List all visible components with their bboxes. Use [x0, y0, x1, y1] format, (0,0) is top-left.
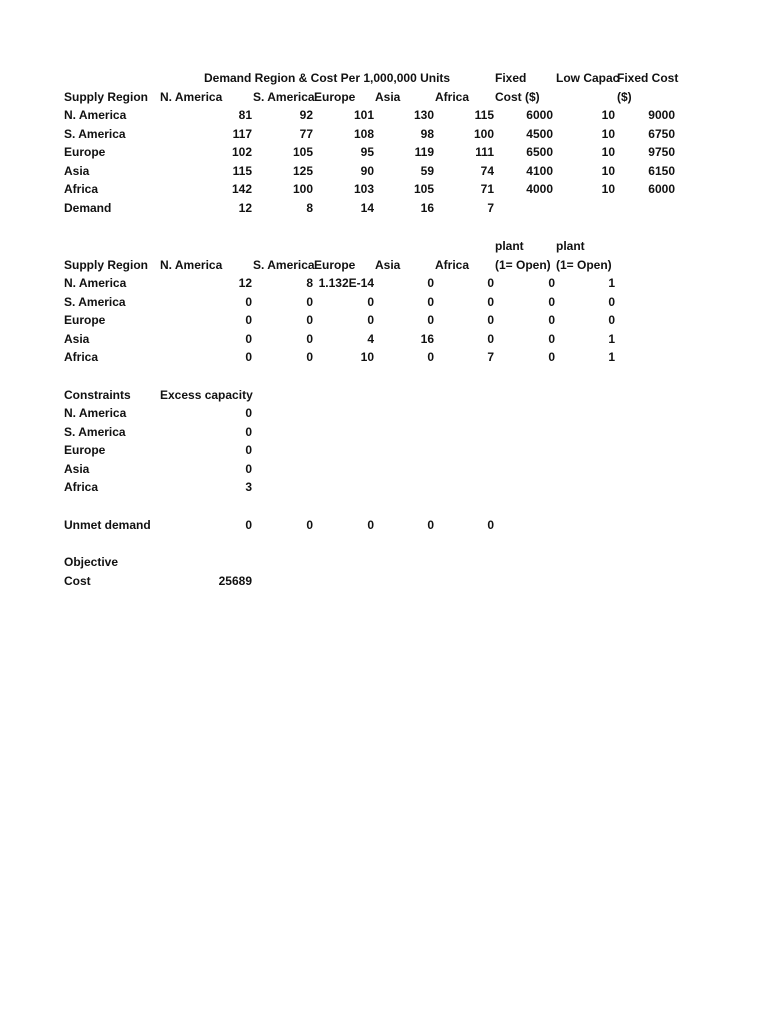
cost-label: Cost — [64, 574, 91, 588]
allocation-cell: 0 — [487, 294, 494, 309]
open-header: (1= Open) — [556, 258, 612, 272]
allocation-cell: 0 — [245, 350, 252, 365]
cost-cell: 100 — [292, 182, 313, 197]
row-label: Africa — [64, 182, 99, 197]
cost-cell: 115 — [474, 108, 494, 122]
allocation-cell: 8 — [306, 276, 313, 290]
unmet-demand-cell: 0 — [487, 518, 494, 532]
allocation-cell: 0 — [548, 350, 555, 365]
allocation-cell: 4 — [367, 331, 374, 346]
cost-cell: 10 — [601, 108, 615, 122]
cost-cell: 105 — [413, 182, 434, 197]
cost-cell: 6750 — [648, 126, 675, 141]
cost-cell: 6000 — [648, 182, 675, 197]
col-header: Europe — [314, 90, 356, 104]
cost-cell: 10 — [601, 145, 615, 160]
cost-cell: 100 — [473, 126, 494, 141]
cost-cell: 81 — [238, 108, 252, 122]
dollar-header: ($) — [617, 90, 632, 104]
allocation-cell: 0 — [367, 313, 374, 328]
row-label: S. America — [64, 294, 126, 309]
supply-region-header: Supply Region — [64, 258, 148, 272]
cost-cell: 98 — [420, 126, 434, 141]
demand-cell: 16 — [420, 201, 434, 215]
allocation-cell: 10 — [360, 350, 374, 365]
cost-cell: 6150 — [648, 163, 675, 178]
constraint-label: Asia — [64, 461, 90, 476]
col-header: Africa — [435, 258, 470, 272]
cost-cell: 111 — [475, 145, 494, 160]
cost-cell: 103 — [353, 182, 374, 197]
col-header: Asia — [375, 258, 401, 272]
cost-cell: 6000 — [526, 108, 553, 122]
plant-header: plant — [556, 239, 585, 253]
allocation-cell: 0 — [306, 294, 313, 309]
cost-cell: 59 — [420, 163, 434, 178]
objective-label: Objective — [64, 555, 119, 569]
allocation-cell: 0 — [245, 331, 252, 346]
low-capac-header: Low Capac — [556, 71, 620, 85]
excess-capacity-label: Excess capacity — [160, 388, 253, 402]
allocation-cell: 0 — [306, 313, 313, 328]
cost-cell: 74 — [480, 163, 494, 178]
cost-cell: 117 — [232, 126, 252, 141]
row-label: Asia — [64, 163, 90, 178]
demand-cell: 12 — [238, 201, 252, 215]
cost-cell: 4100 — [526, 163, 553, 178]
cost-cell: 9750 — [648, 145, 675, 160]
allocation-cell: 0 — [427, 294, 434, 309]
allocation-cell: 12 — [238, 276, 252, 290]
excess-capacity-cell: 0 — [245, 406, 252, 420]
row-label: N. America — [64, 108, 127, 122]
demand-cell: 14 — [360, 201, 374, 215]
supply-region-header: Supply Region — [64, 90, 148, 104]
allocation-cell: 1 — [608, 331, 615, 346]
cost-cell: 9000 — [648, 108, 675, 122]
col-header: Asia — [375, 90, 401, 104]
cost-cell: 92 — [299, 108, 313, 122]
allocation-cell: 0 — [306, 350, 313, 365]
row-label: Africa — [64, 350, 99, 365]
cost-cell: 6500 — [526, 145, 553, 160]
cost-cell: 10 — [601, 182, 615, 197]
col-header: Europe — [314, 258, 356, 272]
allocation-cell: 0 — [367, 294, 374, 309]
allocation-cell: 0 — [245, 313, 252, 328]
allocation-cell: 0 — [306, 331, 313, 346]
cost-cell: 130 — [413, 108, 434, 122]
allocation-cell: 0 — [245, 294, 252, 309]
allocation-cell: 0 — [487, 276, 494, 290]
allocation-cell: 0 — [548, 331, 555, 346]
col-header: Africa — [435, 90, 470, 104]
constraint-label: S. America — [64, 424, 126, 439]
cost-cell: 4500 — [526, 126, 553, 141]
cost-cell: 71 — [480, 182, 494, 197]
row-label: Europe — [64, 145, 106, 160]
unmet-demand-cell: 0 — [427, 518, 434, 532]
cost-cell: 115 — [232, 163, 252, 178]
plant-header: plant — [495, 239, 524, 253]
cost-cell: 142 — [231, 182, 252, 197]
cost-cell: 119 — [414, 145, 434, 160]
allocation-cell: 0 — [548, 313, 555, 328]
cost-cell: 125 — [292, 163, 313, 178]
demand-cell: 7 — [487, 201, 494, 215]
allocation-cell: 7 — [487, 350, 494, 365]
cost-cell: 101 — [353, 108, 374, 122]
allocation-cell: 0 — [487, 313, 494, 328]
constraint-label: Africa — [64, 480, 99, 495]
fixed-header: Fixed — [495, 71, 527, 85]
objective-cost-value: 25689 — [218, 574, 252, 588]
allocation-cell: 1 — [608, 350, 615, 365]
cost-cell: 77 — [299, 126, 313, 141]
row-label: Asia — [64, 331, 90, 346]
allocation-cell: 0 — [427, 313, 434, 328]
col-header: N. America — [160, 258, 223, 272]
constraints-label: Constraints — [64, 388, 131, 402]
open-header: (1= Open) — [495, 258, 551, 272]
allocation-cell: 1.132E-14 — [318, 276, 374, 290]
allocation-cell: 0 — [608, 313, 615, 328]
unmet-demand-cell: 0 — [245, 518, 252, 532]
allocation-cell: 0 — [608, 294, 615, 309]
unmet-demand-cell: 0 — [306, 518, 313, 532]
row-label: Europe — [64, 313, 106, 328]
row-label: N. America — [64, 276, 127, 290]
cost-header: Cost ($) — [495, 90, 540, 104]
constraint-label: N. America — [64, 406, 127, 420]
col-header: S. America — [253, 90, 315, 104]
cost-cell: 95 — [360, 145, 374, 160]
demand-region-title: Demand Region & Cost Per 1,000,000 Units — [204, 71, 451, 85]
unmet-demand-label: Unmet demand — [64, 518, 151, 532]
unmet-demand-cell: 0 — [367, 518, 374, 532]
col-header: N. America — [160, 90, 223, 104]
demand-label: Demand — [64, 201, 112, 215]
cost-cell: 90 — [360, 163, 374, 178]
demand-cell: 8 — [306, 201, 313, 215]
allocation-cell: 0 — [548, 294, 555, 309]
row-label: S. America — [64, 126, 126, 141]
allocation-cell: 0 — [427, 276, 434, 290]
allocation-cell: 0 — [487, 331, 494, 346]
cost-cell: 108 — [353, 126, 374, 141]
excess-capacity-cell: 0 — [245, 424, 252, 439]
cost-cell: 4000 — [526, 182, 553, 197]
col-header: S. America — [253, 258, 315, 272]
allocation-cell: 0 — [427, 350, 434, 365]
allocation-cell: 1 — [608, 276, 615, 290]
constraint-label: Europe — [64, 443, 106, 458]
cost-cell: 10 — [601, 126, 615, 141]
fixed-cost-header: Fixed Cost — [617, 71, 679, 85]
cost-cell: 102 — [231, 145, 252, 160]
excess-capacity-cell: 0 — [245, 461, 252, 476]
allocation-cell: 0 — [548, 276, 555, 290]
cost-cell: 10 — [601, 163, 615, 178]
allocation-cell: 16 — [420, 331, 434, 346]
excess-capacity-cell: 3 — [245, 480, 252, 495]
excess-capacity-cell: 0 — [245, 443, 252, 458]
cost-cell: 105 — [292, 145, 313, 160]
